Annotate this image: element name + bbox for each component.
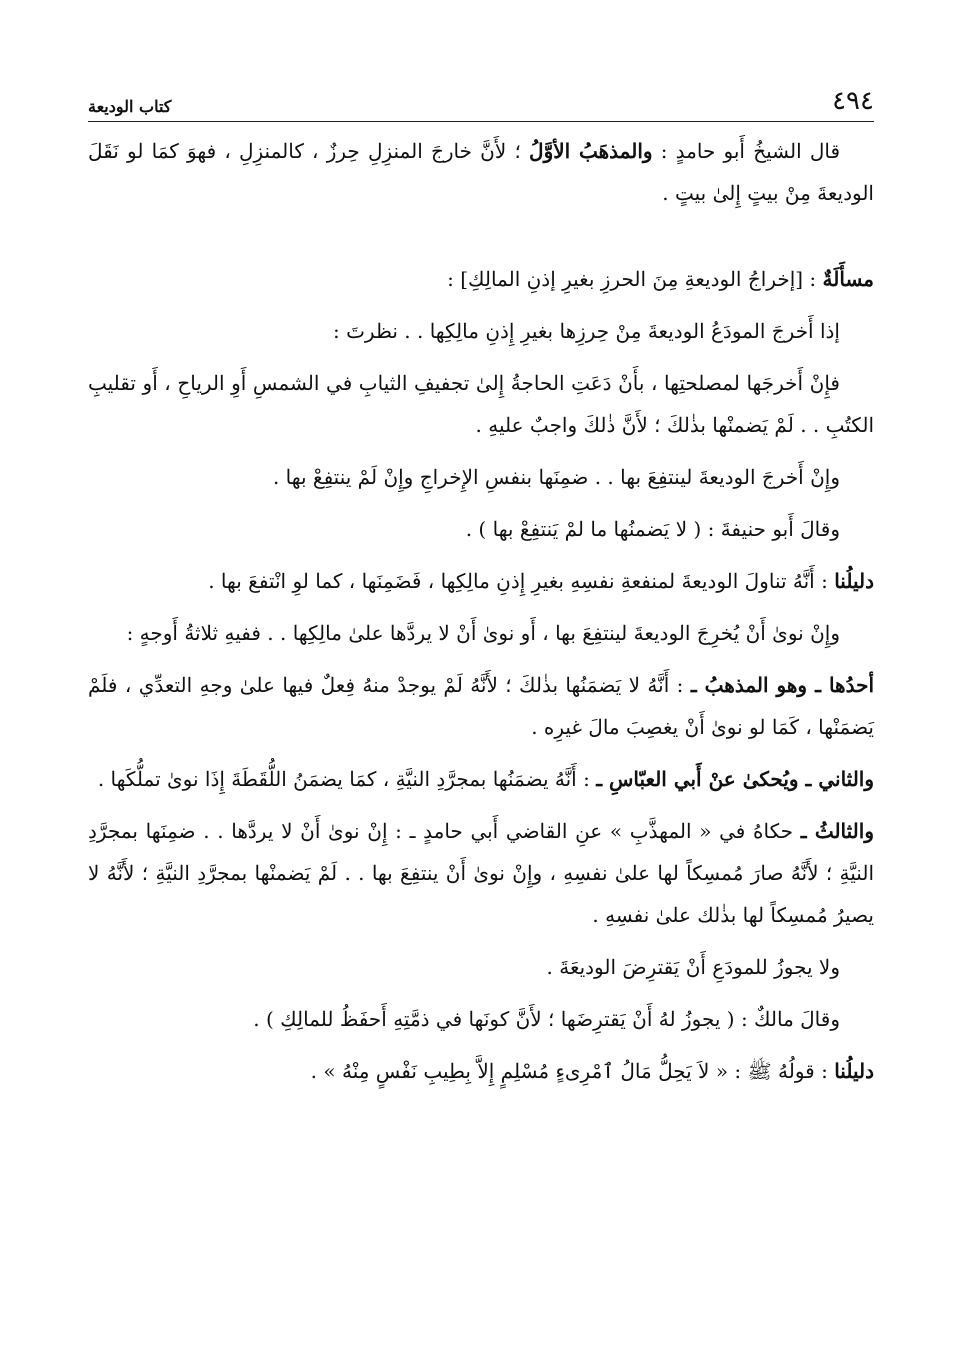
- page-number: ٤٩٤: [832, 86, 874, 116]
- paragraph: وقالَ مالكٌ : ( يجوزُ لهُ أَنْ يَقترِضَها ؛ لأَنَّ كونَها في ذمَّتِهِ أَحفَظُ للمالِكِ ) .: [253, 1007, 840, 1031]
- third-view-paragraph: والثالثُ ـ حكاهُ في « المهذَّبِ » عنِ القاضي أَبي حامدٍ ـ : إِنْ نوىٰ أَنْ لا يردَّها . . ضمِنَها بمجرَّدِ النيَّةِ ؛ لأَنَّهُ صارَ مُمسِكاً لها علىٰ نفسِهِ ، وإِنْ نوىٰ أَنْ ينتفِعَ بها . . لَمْ يَضمنْها بمجرَّدِ النيَّةِ ؛ لأَنَّهُ لا يصيرُ مُمسِكاً لها بذٰلك علىٰ نفسِهِ .: [88, 819, 874, 927]
- paragraph: إذا أَخرجَ المودَعُ الوديعةَ مِنْ حِرزِها بغيرِ إِذنِ مالِكِها . . نظرتَ :: [332, 319, 840, 343]
- paragraph-opinion: قال الشيخُ أَبو حامدٍ : والمذهَبُ الأوَّلُ ؛ لأَنَّ خارجَ المنزِلِ حِرزٌ ، كالمنزِلِ ، فهوَ كمَا لو نَقَلَ الوديعةَ مِنْ بيتٍ إِلىٰ بيتٍ .: [88, 139, 874, 205]
- book-title: كتاب الوديعة: [88, 97, 172, 116]
- paragraph: ولا يجوزُ للمودَعِ أَنْ يَقترِضَ الوديعَةَ .: [546, 955, 840, 979]
- paragraph: فإِنْ أَخرجَها لمصلحتِها ، بأَنْ دَعَتِ الحاجةُ إِلىٰ تجفيفِ الثيابِ في الشمسِ أَوِ الرياحِ ، أَو تقليبِ الكتُبِ . . لَمْ يَضمنْها بذٰلكَ ؛ لأَنَّ ذٰلكَ واجبٌ عليهِ .: [88, 371, 874, 437]
- page-header: [88, 82, 874, 116]
- evidence-paragraph: دليلُنا : أَنَّهُ تناولَ الوديعةَ لمنفعةِ نفسِهِ بغيرِ إِذنِ مالِكِها ، فَضَمِنَها ، كما لوِ انْتفعَ بها .: [208, 569, 874, 593]
- hadith-evidence-paragraph: دليلُنا : قولُهُ ﷺ : « لاَ يَحِلُّ مَالُ ٱمْرِىءٍ مُسْلِمٍ إِلاَّ بِطِيبِ نَفْسٍ مِنْهُ » .: [310, 1059, 874, 1083]
- second-view-paragraph: والثاني ـ ويُحكىٰ عنْ أَبي العبّاسِ ـ : أَنَّهُ يضمَنُها بمجرَّدِ النيَّةِ ، كمَا يضمَنُ اللُّقَطَةَ إِذَا نوىٰ تملُّكَها .: [97, 767, 874, 791]
- paragraph: وإِنْ أَخرجَ الوديعةَ لينتفِعَ بها . . ضمِنَها بنفسِ الإِخراجِ وإِنْ لَمْ ينتفِعْ بها .: [272, 465, 840, 489]
- paragraph: وإِنْ نوىٰ أَنْ يُخرِجَ الوديعةَ لينتفِعَ بها ، أَو نوىٰ أَنْ لا يردَّها علىٰ مالِكِها . . ففيهِ ثلاثةُ أَوجهٍ :: [126, 621, 840, 645]
- issue-heading: مسأَلَةٌ : [إخراجُ الوديعةِ مِنَ الحرزِ بغيرِ إذنِ المالِكِ] :: [447, 267, 874, 291]
- header-rule: [88, 121, 874, 122]
- page-body: [88, 130, 874, 1102]
- first-view-paragraph: أحدُها ـ وهو المذهبُ ـ : أَنَّهُ لا يَضمَنُها بذٰلكَ ؛ لأَنَّهُ لَمْ يوجدْ منهُ فِعلٌ فيها علىٰ وجهِ التعدِّي ، فلَمْ يَضمَنْها ، كَمَا لو نوىٰ أَنْ يغصِبَ مالَ غيرِه .: [88, 673, 875, 739]
- paragraph: وقالَ أَبو حنيفةَ : ( لا يَضمنُها ما لمْ يَنتفِعْ بها ) .: [465, 517, 840, 541]
